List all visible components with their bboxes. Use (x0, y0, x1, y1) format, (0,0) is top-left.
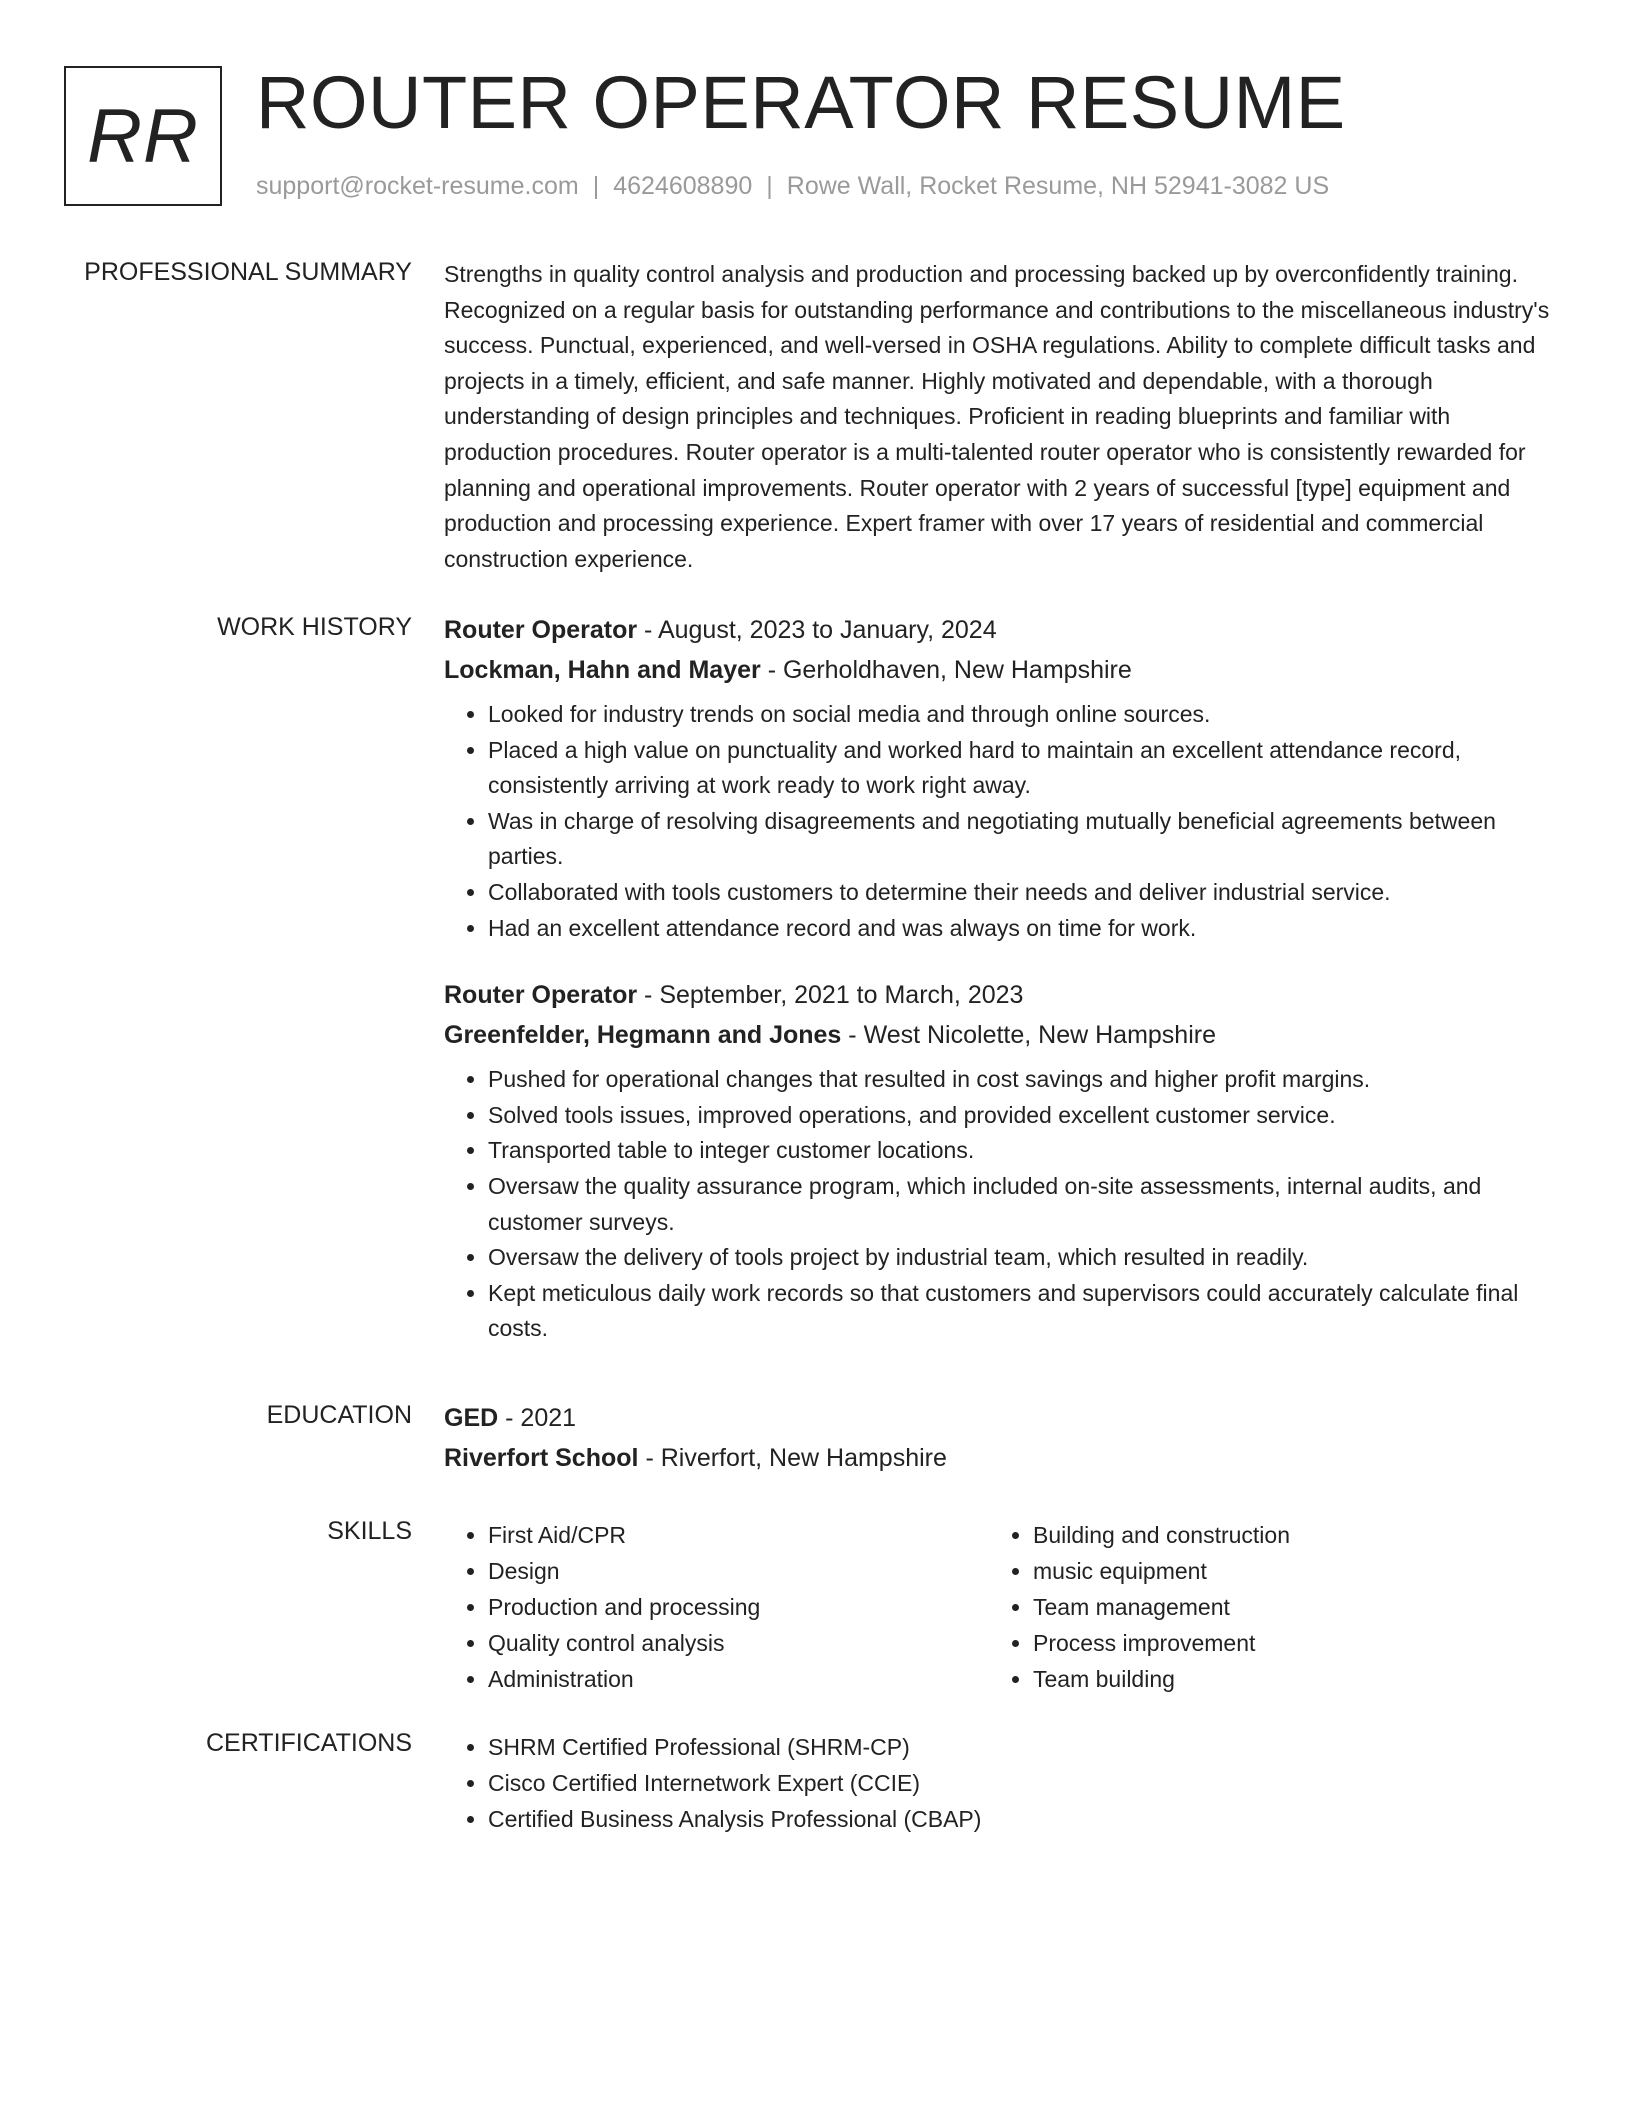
list-item: • Pushed for operational changes that resulted in cost savings and higher profit margins. (488, 1062, 1556, 1098)
job-title-line (444, 978, 1556, 1012)
contact-phone[interactable]: 4624608890 (613, 172, 753, 200)
contact-separator: | (766, 172, 773, 200)
section-label-education: EDUCATION (266, 1401, 412, 1429)
skill-item: • Production and processing (488, 1589, 989, 1625)
section-label-certifications: CERTIFICATIONS (205, 1729, 412, 1757)
job-dates: - September, 2021 to March, 2023 (644, 981, 1024, 1010)
job-company: Greenfelder, Hegmann and Jones (444, 1021, 842, 1050)
education-location: - Riverfort, New Hampshire (645, 1444, 947, 1472)
job-title-line (444, 613, 1556, 647)
list-item: • Transported table to integer customer locations. (488, 1133, 1556, 1169)
certification-item: • SHRM Certified Professional (SHRM-CP) (488, 1729, 1556, 1765)
list-item: • Collaborated with tools customers to determine their needs and deliver industrial service. (488, 875, 1556, 911)
job-dates: - August, 2023 to January, 2024 (644, 616, 997, 644)
list-item: • Oversaw the delivery of tools project by industrial team, which resulted in readily. (488, 1240, 1556, 1276)
contact-separator: | (592, 172, 600, 200)
contact-line (256, 172, 1329, 201)
skill-item: • Administration (488, 1661, 989, 1697)
education-degree: GED (444, 1404, 499, 1432)
job-title: Router Operator (444, 981, 638, 1010)
job-entry (444, 978, 1556, 1347)
job-title: Router Operator (444, 616, 638, 644)
skill-item: • First Aid/CPR (488, 1517, 989, 1553)
education-year: - 2021 (505, 1404, 577, 1432)
skill-item: • Building and construction (1033, 1517, 1534, 1553)
list-item: • Had an excellent attendance record and was always on time for work. (488, 911, 1556, 947)
section-label-skills: SKILLS (327, 1517, 412, 1545)
list-item: • Oversaw the quality assurance program, which included on-site assessments, internal audits, and customer surveys. (488, 1169, 1556, 1240)
education-school: Riverfort School (444, 1444, 639, 1472)
job-bullets (444, 1062, 1556, 1347)
section-label-work-history: WORK HISTORY (217, 613, 412, 641)
job-location: - West Nicolette, New Hampshire (848, 1021, 1216, 1050)
section-label-summary: PROFESSIONAL SUMMARY (84, 258, 412, 286)
skills-list-right (989, 1517, 1534, 1697)
skill-item: • Team management (1033, 1589, 1534, 1625)
job-bullets (444, 697, 1556, 946)
skills-list-left (444, 1517, 989, 1697)
skill-item: • Team building (1033, 1661, 1534, 1697)
education-school-line (444, 1441, 1556, 1475)
page-title: ROUTER OPERATOR RESUME (256, 61, 1346, 144)
skill-item: • Design (488, 1553, 989, 1589)
skill-item: • music equipment (1033, 1553, 1534, 1589)
monogram-logo: RR (64, 66, 222, 206)
list-item: • Placed a high value on punctuality and worked hard to maintain an excellent attendance record, consistently arriving at work ready to work right away. (488, 733, 1556, 804)
job-company-line (444, 653, 1556, 687)
skill-item: • Quality control analysis (488, 1625, 989, 1661)
summary-text: Strengths in quality control analysis and production and processing backed up by overconfidently training. Recognized on a regular basis for outstanding performance and contributions to the miscellaneous industry's success. Punctual, experienced, and well-versed in OSHA regulations. Ability to complete difficult tasks and projects in a timely, efficient, and safe manner. Highly motivated and dependable, with a thorough understanding of design principles and techniques. Proficient in reading blueprints and familiar with production procedures. Router operator is a multi-talented router operator who is consistently rewarded for planning and operational improvements. Router operator with 2 years of successful [type] equipment and production and processing experience. Expert framer with over 17 years of residential and commercial construction experience. (444, 261, 1550, 572)
contact-email[interactable]: support@rocket-resume.com (256, 172, 579, 200)
list-item: • Was in charge of resolving disagreements and negotiating mutually beneficial agreements between parties. (488, 804, 1556, 875)
job-company: Lockman, Hahn and Mayer (444, 656, 761, 684)
job-location: - Gerholdhaven, New Hampshire (767, 656, 1132, 684)
contact-address: Rowe Wall, Rocket Resume, NH 52941-3082 US (786, 172, 1330, 200)
list-item: • Looked for industry trends on social media and through online sources. (488, 697, 1556, 733)
job-company-line (444, 1018, 1556, 1052)
list-item: • Solved tools issues, improved operations, and provided excellent customer service. (488, 1098, 1556, 1134)
skill-item: • Process improvement (1033, 1625, 1534, 1661)
certification-item: • Certified Business Analysis Professional (CBAP) (488, 1801, 1556, 1837)
job-entry (444, 613, 1556, 946)
certification-item: • Cisco Certified Internetwork Expert (CCIE) (488, 1765, 1556, 1801)
education-degree-line (444, 1401, 1556, 1435)
certifications-list (444, 1729, 1556, 1837)
list-item: • Kept meticulous daily work records so that customers and supervisors could accurately calculate final costs. (488, 1276, 1556, 1347)
